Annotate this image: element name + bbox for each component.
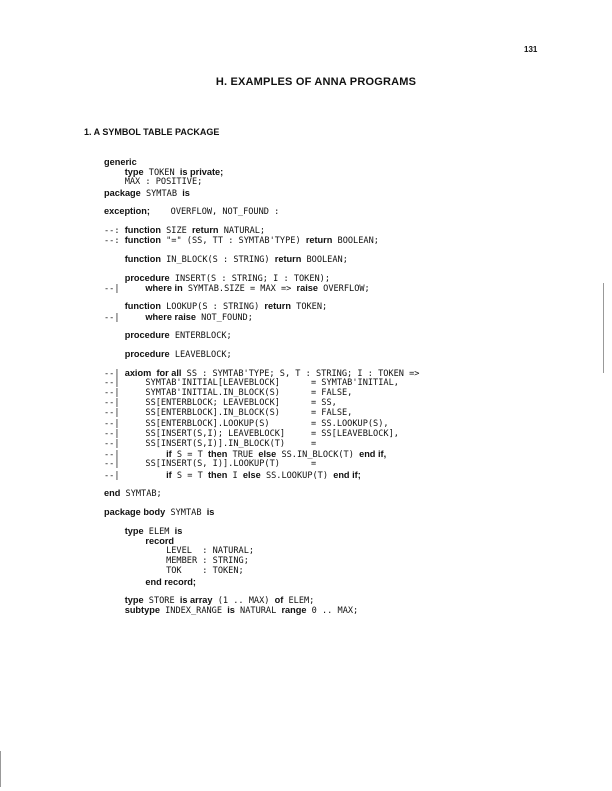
- code-keyword: is: [182, 187, 190, 198]
- code-keyword: type: [124, 525, 144, 536]
- code-keyword: function: [124, 253, 161, 264]
- code-keyword: else: [242, 469, 261, 480]
- code-line: [104, 330, 419, 340]
- code-keyword: package body: [104, 506, 166, 517]
- code-text: SYMTAB.SIZE = MAX =>: [182, 283, 297, 294]
- code-line: [104, 577, 419, 587]
- code-keyword: procedure: [124, 330, 170, 341]
- code-line: [104, 206, 419, 216]
- code-line: [104, 235, 419, 245]
- code-keyword: raise: [296, 282, 318, 293]
- code-text: SYMTAB: [140, 188, 183, 199]
- code-keyword: procedure: [124, 348, 170, 359]
- code-text: --| SS[ENTERBLOCK; LEAVEBLOCK] = SS,: [104, 398, 337, 409]
- code-text: TOKEN: [143, 168, 180, 179]
- code-text: LEAVEBLOCK;: [169, 349, 232, 360]
- code-line: [104, 429, 419, 439]
- code-text: (1 .. MAX): [212, 596, 275, 607]
- code-text: ELEM: [143, 526, 175, 537]
- code-text: "=" (SS, TT : SYMTAB'TYPE): [160, 236, 306, 247]
- code-keyword: is array: [179, 595, 213, 606]
- code-text: ELEM;: [283, 596, 315, 607]
- code-line: [104, 408, 419, 418]
- code-line: [104, 449, 419, 459]
- code-text: SS : SYMTAB'TYPE; S, T : STRING; I : TOKEN =>: [181, 368, 420, 379]
- code-line: [104, 526, 419, 536]
- code-text: SS.IN_BLOCK(T): [276, 450, 360, 461]
- code-text: S = T: [171, 450, 208, 461]
- page-title: H. EXAMPLES OF ANNA PROGRAMS: [215, 76, 417, 88]
- code-text: --|: [104, 450, 167, 461]
- code-line: [104, 507, 419, 517]
- page-number: 131: [524, 45, 538, 54]
- line-gap: [104, 587, 419, 596]
- code-line: [104, 177, 419, 187]
- code-text: --|: [104, 283, 146, 294]
- code-line: [104, 157, 419, 167]
- code-keyword: return: [274, 253, 302, 264]
- code-text: NATURAL;: [218, 225, 266, 236]
- code-text: --| SYMTAB'INITIAL.IN_BLOCK(S) = FALSE,: [104, 388, 353, 398]
- code-line: [104, 595, 419, 605]
- code-keyword: subtype: [124, 605, 160, 616]
- code-keyword: end: [104, 488, 121, 499]
- code-keyword: of: [274, 595, 284, 606]
- code-line: [104, 556, 419, 566]
- code-line: [104, 546, 419, 556]
- code-keyword: end if,: [359, 449, 387, 460]
- code-keyword: range: [281, 605, 307, 616]
- code-keyword: is: [227, 605, 235, 616]
- line-gap: [104, 517, 419, 526]
- code-text: TRUE: [227, 450, 259, 461]
- code-line: [104, 254, 419, 264]
- code-line: [104, 301, 419, 311]
- code-text: --| SS[ENTERBLOCK].IN_BLOCK(S) = FALSE,: [104, 408, 353, 419]
- code-keyword: if: [166, 449, 172, 460]
- code-text: --| SS[INSERT(S, I)].LOOKUP(T) =: [104, 459, 317, 470]
- code-keyword: for all: [156, 367, 182, 378]
- code-keyword: axiom: [124, 367, 152, 378]
- code-line: [104, 368, 419, 378]
- code-text: --| SYMTAB'INITIAL[LEAVEBLOCK] = SYMTAB'INITIAL,: [104, 377, 399, 388]
- code-text: [104, 350, 125, 360]
- code-keyword: record: [145, 535, 175, 546]
- code-text: --:: [104, 225, 125, 236]
- code-text: --|: [104, 368, 125, 379]
- code-line: [104, 419, 419, 429]
- code-keyword: is: [174, 525, 183, 536]
- code-text: --| SS[ENTERBLOCK].LOOKUP(S) = SS.LOOKUP(S),: [104, 418, 389, 429]
- code-line: [104, 536, 419, 546]
- line-gap: [104, 322, 419, 331]
- code-keyword: where raise: [145, 311, 196, 322]
- code-text: SIZE: [160, 225, 192, 236]
- code-keyword: end record;: [145, 576, 196, 587]
- code-keyword: function: [124, 301, 161, 312]
- code-text: --:: [104, 236, 125, 247]
- code-text: --| SS[INSERT(S,I); LEAVEBLOCK] = SS[LEAVEBLOCK],: [104, 428, 399, 439]
- code-keyword: package: [104, 187, 141, 198]
- code-line: [104, 312, 419, 322]
- code-text: OVERFLOW;: [317, 283, 370, 294]
- line-gap: [104, 293, 419, 302]
- code-text: S = T: [171, 470, 208, 481]
- code-keyword: generic: [104, 157, 137, 167]
- code-line: [104, 283, 419, 293]
- code-line: [104, 273, 419, 283]
- code-text: [104, 331, 125, 341]
- code-text: TOKEN;: [290, 302, 328, 313]
- code-line: [104, 605, 419, 615]
- line-gap: [104, 498, 419, 507]
- line-gap: [104, 480, 419, 489]
- section-heading: 1. A SYMBOL TABLE PACKAGE: [84, 127, 220, 137]
- code-text: --| SS[INSERT(S,I)].IN_BLOCK(T) =: [104, 438, 317, 449]
- line-gap: [104, 264, 419, 273]
- code-text: BOOLEAN;: [332, 236, 379, 247]
- code-text: --|: [104, 312, 146, 323]
- code-keyword: type: [124, 595, 144, 606]
- code-text: MEMBER : STRING;: [104, 556, 249, 567]
- code-text: TOK : TOKEN;: [104, 566, 244, 577]
- code-text: LEVEL : NATURAL;: [104, 545, 255, 556]
- code-line: [104, 188, 419, 198]
- code-line: [104, 167, 419, 177]
- code-line: [104, 378, 419, 388]
- scan-mark: [603, 283, 604, 373]
- code-text: LOOKUP(S : STRING): [160, 302, 265, 313]
- code-listing: [104, 157, 419, 616]
- code-text: 0 .. MAX;: [306, 606, 359, 617]
- code-text: SYMTAB: [165, 507, 207, 518]
- code-text: MAX : POSITIVE;: [104, 177, 203, 188]
- code-keyword: if: [166, 469, 172, 480]
- code-keyword: type: [124, 167, 144, 178]
- code-text: INDEX_RANGE: [159, 606, 228, 617]
- line-gap: [104, 198, 419, 207]
- code-keyword: return: [191, 224, 219, 235]
- code-text: SS.LOOKUP(T): [260, 470, 334, 481]
- code-line: [104, 398, 419, 408]
- code-text: [104, 255, 125, 265]
- line-gap: [104, 359, 419, 368]
- code-keyword: else: [258, 449, 277, 460]
- code-line: [104, 488, 419, 498]
- code-line: [104, 566, 419, 576]
- code-line: [104, 470, 419, 480]
- code-text: INSERT(S : STRING; I : TOKEN);: [169, 273, 331, 284]
- scan-mark: [0, 751, 1, 787]
- code-line: [104, 225, 419, 235]
- code-text: BOOLEAN;: [301, 254, 348, 265]
- code-line: [104, 439, 419, 449]
- code-text: [104, 578, 145, 588]
- code-text: NATURAL: [234, 606, 282, 617]
- code-text: OVERFLOW, NOT_FOUND :: [149, 207, 285, 218]
- code-keyword: function: [124, 224, 161, 235]
- code-line: [104, 459, 419, 469]
- code-keyword: return: [264, 301, 291, 312]
- code-text: [104, 606, 125, 616]
- code-text: ENTERBLOCK;: [169, 331, 232, 342]
- code-text: STORE: [143, 596, 180, 607]
- code-keyword: exception;: [104, 206, 150, 217]
- code-text: I: [227, 470, 243, 481]
- code-keyword: end if;: [333, 469, 361, 480]
- code-text: SYMTAB;: [120, 489, 162, 500]
- code-line: [104, 349, 419, 359]
- code-keyword: is private;: [179, 167, 224, 178]
- code-keyword: procedure: [124, 272, 170, 283]
- line-gap: [104, 340, 419, 349]
- code-text: NOT_FOUND;: [195, 312, 253, 323]
- code-keyword: where in: [145, 282, 183, 293]
- code-keyword: function: [124, 235, 161, 246]
- code-keyword: then: [207, 449, 228, 460]
- code-text: IN_BLOCK(S : STRING): [160, 254, 275, 265]
- line-gap: [104, 245, 419, 254]
- code-keyword: return: [305, 235, 333, 246]
- code-keyword: then: [207, 469, 228, 480]
- code-line: [104, 388, 419, 398]
- code-keyword: is: [206, 506, 215, 517]
- line-gap: [104, 216, 419, 225]
- code-text: --|: [104, 470, 167, 481]
